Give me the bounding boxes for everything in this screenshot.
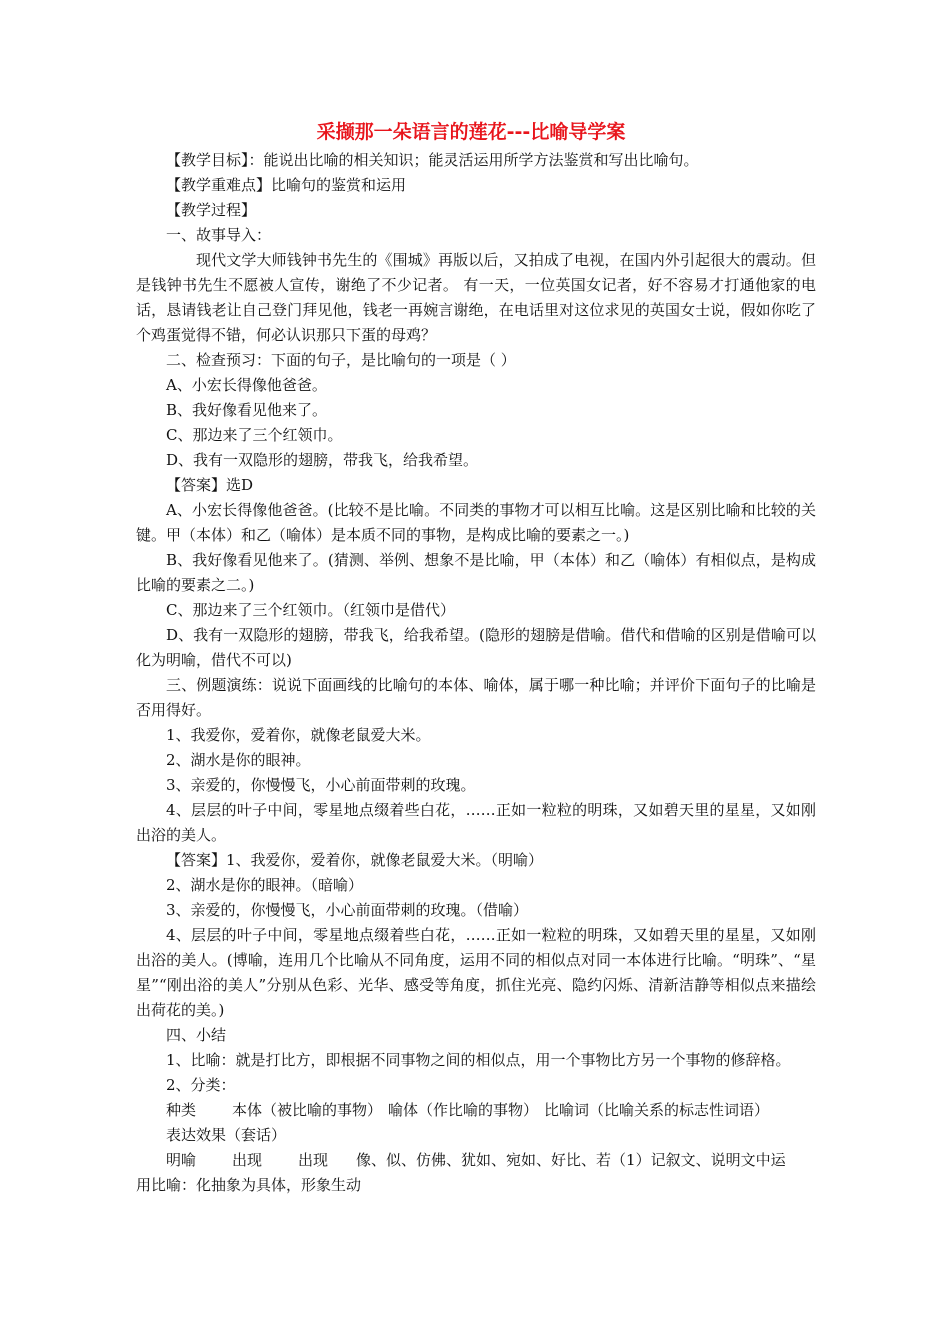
table-cell: 出现 bbox=[298, 1151, 329, 1169]
section-2-answer: 【答案】选D bbox=[166, 476, 254, 494]
answer-2: 2、湖水是你的眼神。（暗喻） bbox=[166, 876, 364, 894]
teaching-process-heading: 【教学过程】 bbox=[166, 201, 257, 219]
story-paragraph: 现代文学大师钱钟书先生的《围城》再版以后，又拍成了电视，在国内外引起很大的震动。但是钱钟书先生不愿被人宣传，谢绝了不少记者。 有一天，一位英国女记者，好不容易才打通他家的电话，恳请钱老让自己登门拜见他，钱老一再婉言谢绝，在电话里对这位求见的英国女士说，假如你吃了个鸡蛋觉得不错，何必认识那只下蛋的母鸡？ bbox=[136, 251, 816, 344]
section-4-heading: 四、小结 bbox=[166, 1026, 227, 1044]
metaphor-definition: 1、比喻：就是打比方，即根据不同事物之间的相似点，用一个事物比方另一个事物的修辞格。 bbox=[166, 1051, 791, 1069]
document-page bbox=[136, 118, 816, 1198]
table-header-cell: 种类 bbox=[166, 1101, 197, 1119]
section-3-heading: 三、例题演练：说说下面画线的比喻句的本体、喻体，属于哪一种比喻；并评价下面句子的比喻是否用得好。 bbox=[136, 676, 816, 719]
table-row-continuation: 用比喻：化抽象为具体，形象生动 bbox=[136, 1176, 362, 1194]
table-header-cell: 本体（被比喻的事物） bbox=[232, 1101, 383, 1119]
table-header-continuation: 表达效果（套话） bbox=[166, 1126, 287, 1144]
answer-4: 4、层层的叶子中间，零星地点缀着些白花，……正如一粒粒的明珠，又如碧天里的星星，又如刚出浴的美人。(博喻，连用几个比喻从不同角度，运用不同的相似点对同一本体进行比喻。“明珠”、“星星”“刚出浴的美人”分别从色彩、光华、感受等角度，抓住光亮、隐约闪烁、清新洁静等相似点来描绘出荷花的美。) bbox=[136, 926, 816, 1019]
option-d: D、我有一双隐形的翅膀，带我飞，给我希望。 bbox=[166, 451, 479, 469]
teaching-goal: 【教学目标】：能说出比喻的相关知识；能灵活运用所学方法鉴赏和写出比喻句。 bbox=[166, 151, 699, 169]
explain-c: C、那边来了三个红领巾。（红领巾是借代） bbox=[166, 601, 455, 619]
table-header-cell: 喻体（作比喻的事物） bbox=[388, 1101, 539, 1119]
table-header-row bbox=[136, 1098, 816, 1123]
explain-a: A、小宏长得像他爸爸。(比较不是比喻。不同类的事物才可以相互比喻。这是区别比喻和比较的关键。甲（本体）和乙（喻体）是本质不同的事物，是构成比喻的要素之一。) bbox=[136, 501, 816, 544]
option-c: C、那边来了三个红领巾。 bbox=[166, 426, 343, 444]
section-2-heading: 二、检查预习：下面的句子，是比喻句的一项是（ ） bbox=[166, 351, 516, 369]
table-row bbox=[136, 1148, 816, 1173]
example-1: 1、我爱你，爱着你，就像老鼠爱大米。 bbox=[166, 726, 431, 744]
classification-heading: 2、分类： bbox=[166, 1076, 236, 1094]
explain-b: B、我好像看见他来了。(猜测、举例、想象不是比喻，甲（本体）和乙（喻体）有相似点，是构成比喻的要素之二。) bbox=[136, 551, 816, 594]
teaching-key-points: 【教学重难点】比喻句的鉴赏和运用 bbox=[166, 176, 407, 194]
option-a: A、小宏长得像他爸爸。 bbox=[166, 376, 327, 394]
table-cell: 明喻 bbox=[166, 1151, 197, 1169]
table-header-cell: 比喻词（比喻关系的标志性词语） bbox=[544, 1101, 770, 1119]
example-2: 2、湖水是你的眼神。 bbox=[166, 751, 311, 769]
answer-1: 【答案】1、我爱你，爱着你，就像老鼠爱大米。（明喻） bbox=[166, 851, 544, 869]
answer-3: 3、亲爱的，你慢慢飞，小心前面带刺的玫瑰。（借喻） bbox=[166, 901, 529, 919]
section-1-heading: 一、故事导入： bbox=[166, 226, 272, 244]
document-title: 采撷那一朵语言的莲花---比喻导学案 bbox=[316, 121, 626, 143]
table-cell: 像、似、仿佛、犹如、宛如、好比、若（1）记叙文、说明文中运 bbox=[356, 1151, 786, 1169]
explain-d: D、我有一双隐形的翅膀，带我飞，给我希望。(隐形的翅膀是借喻。借代和借喻的区别是借喻可以化为明喻，借代不可以) bbox=[136, 626, 816, 669]
option-b: B、我好像看见他来了。 bbox=[166, 401, 328, 419]
table-cell: 出现 bbox=[232, 1151, 263, 1169]
example-4: 4、层层的叶子中间，零星地点缀着些白花，……正如一粒粒的明珠，又如碧天里的星星，又如刚出浴的美人。 bbox=[136, 801, 816, 844]
example-3: 3、亲爱的，你慢慢飞，小心前面带刺的玫瑰。 bbox=[166, 776, 476, 794]
